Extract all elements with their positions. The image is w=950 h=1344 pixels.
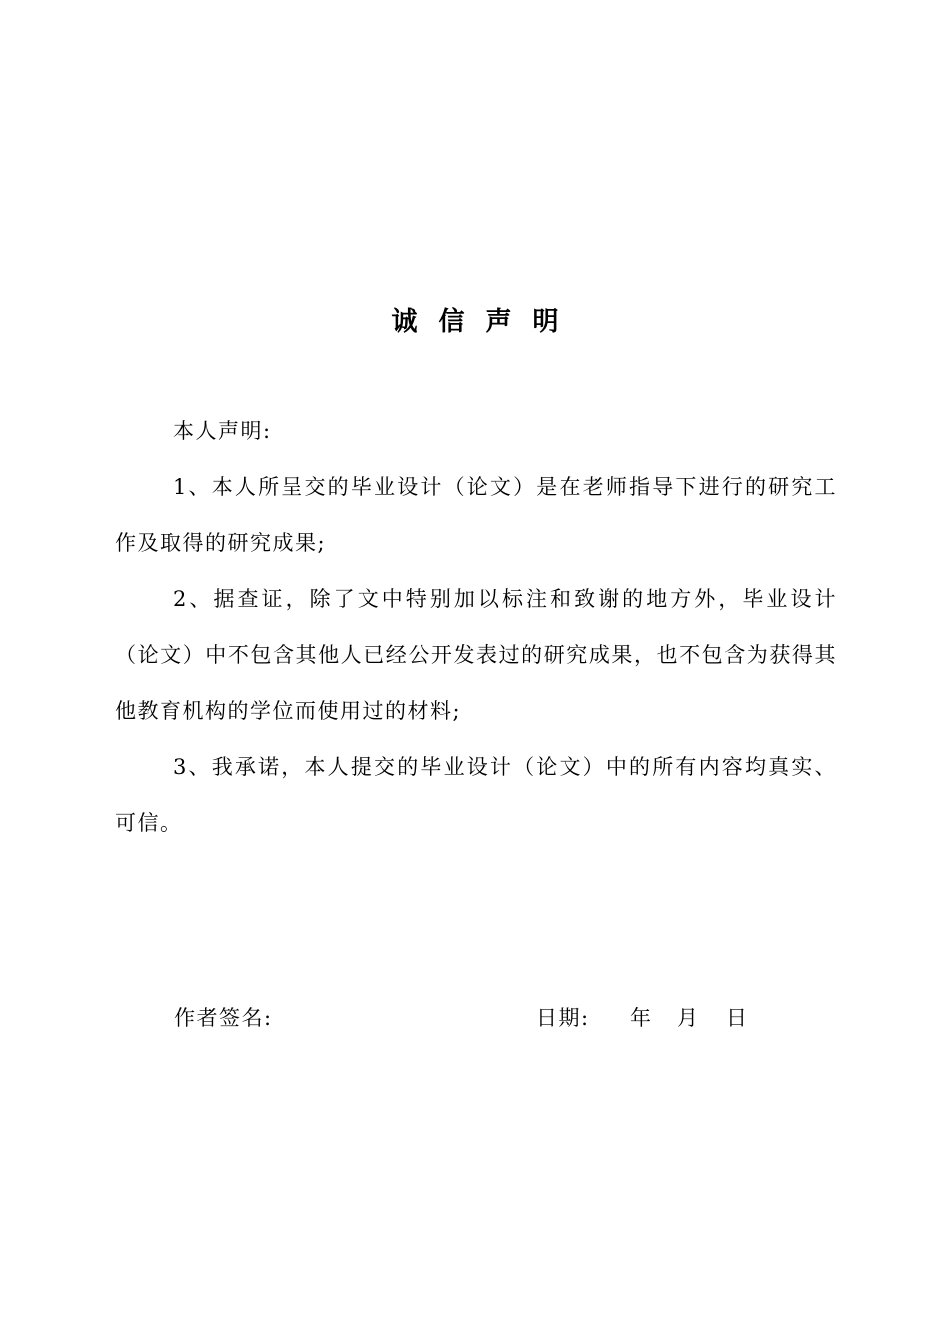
date-day-label: 日 xyxy=(726,1006,747,1030)
author-signature-label: 作者签名: xyxy=(174,1006,273,1030)
page-title: 诚信声明 xyxy=(391,307,580,337)
declaration-item-2: 2、据查证，除了文中特别加以标注和致谢的地方外，毕业设计（论文）中不包含其他人已经公开发表过的研究成果，也不包含为获得其他教育机构的学位而使用过的材料; xyxy=(115,587,837,723)
declaration-item-1: 1、本人所呈交的毕业设计（论文）是在老师指导下进行的研究工作及取得的研究成果; xyxy=(115,475,837,555)
date-year-label: 年 xyxy=(630,1006,651,1030)
signature-row xyxy=(0,993,950,1043)
declaration-item-3: 3、我承诺，本人提交的毕业设计（论文）中的所有内容均真实、可信。 xyxy=(115,755,837,835)
date-label: 日期: xyxy=(536,1006,590,1030)
declaration-body xyxy=(115,403,837,851)
intro-line: 本人声明: xyxy=(173,419,272,443)
date-month-label: 月 xyxy=(677,1006,698,1030)
